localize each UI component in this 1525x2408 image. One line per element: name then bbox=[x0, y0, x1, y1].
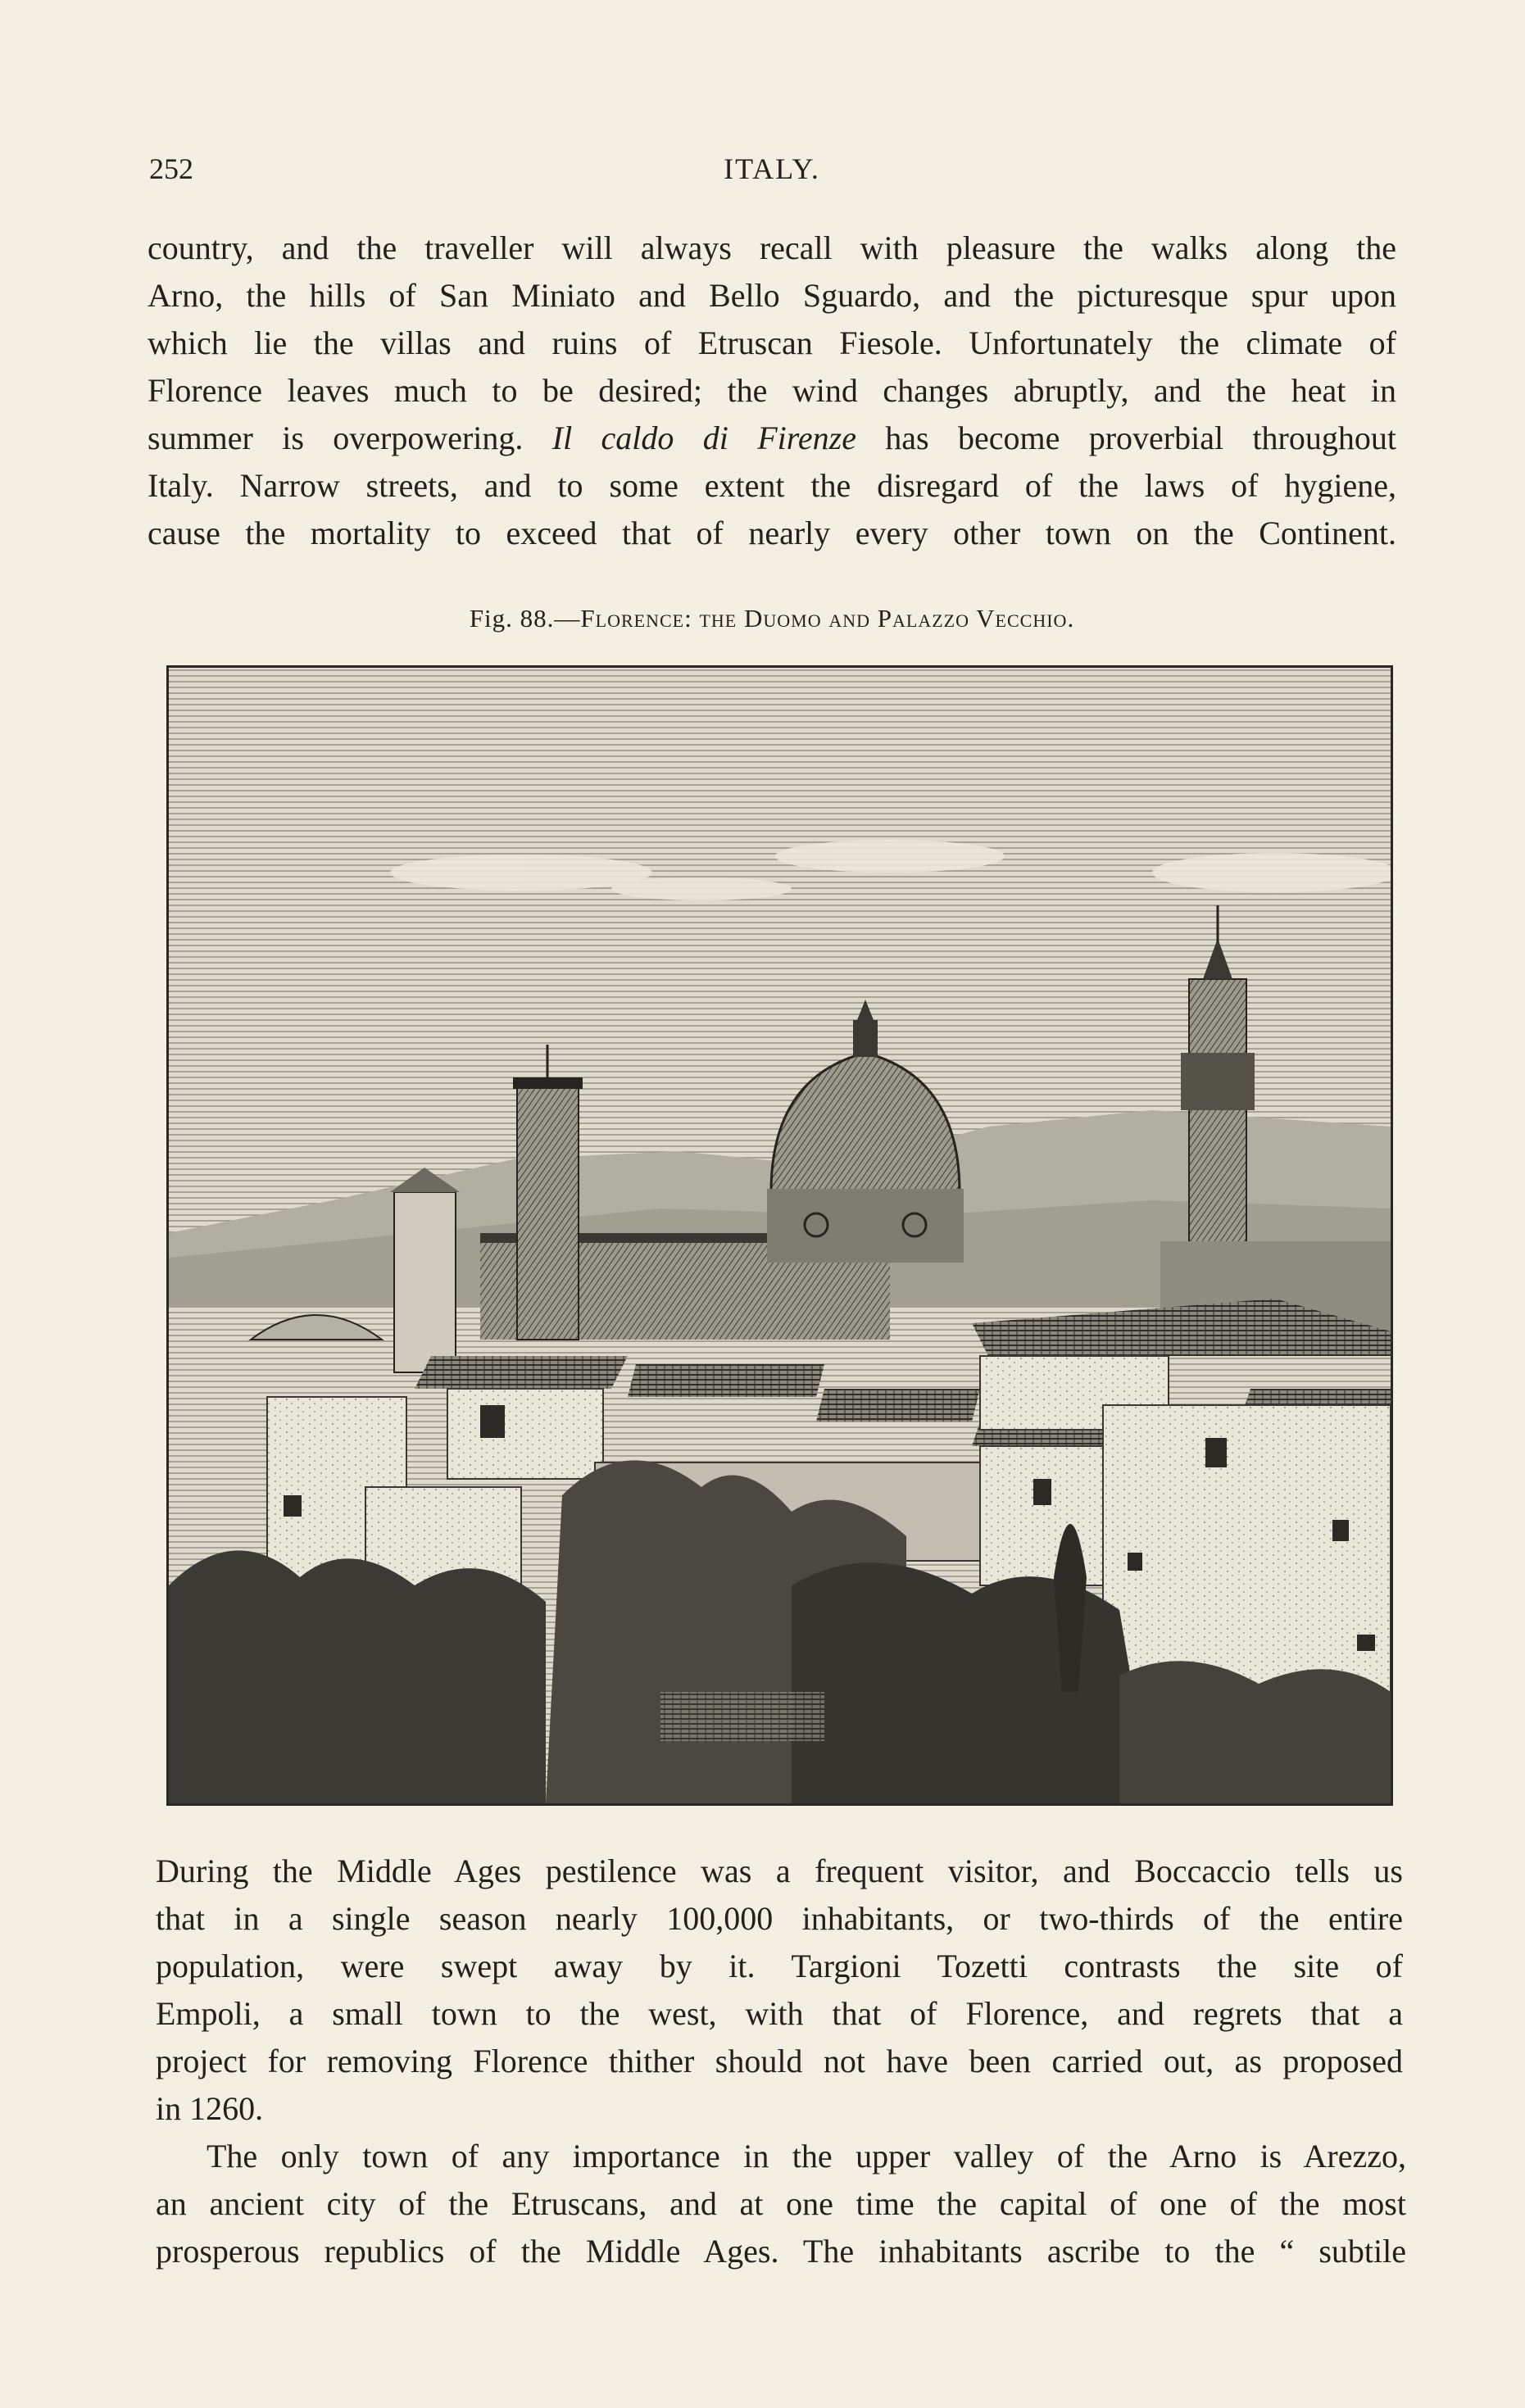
running-head: ITALY. bbox=[724, 152, 820, 185]
text-line: an ancient city of the Etruscans, and at one time the capital of one of the most bbox=[156, 2185, 1406, 2222]
page-number: 252 bbox=[149, 152, 193, 185]
engraving-illustration bbox=[166, 665, 1393, 1806]
figure-caption bbox=[148, 604, 1396, 633]
text-run: summer is overpowering. bbox=[148, 419, 552, 456]
text-line: Arno, the hills of San Miniato and Bello Sguardo, and the picturesque spur upon bbox=[148, 277, 1396, 314]
text-line: in 1260. bbox=[156, 2090, 264, 2127]
text-line: Florence leaves much to be desired; the wind changes abruptly, and the heat in bbox=[148, 372, 1396, 409]
text-line: cause the mortality to exceed that of nearly every other town on the Continent. bbox=[148, 515, 1396, 551]
paragraph-3 bbox=[156, 2133, 1406, 2275]
figure-title: Florence: the Duomo and Palazzo Vecchio. bbox=[580, 604, 1075, 633]
paragraph-2 bbox=[156, 1848, 1403, 2133]
text-line: project for removing Florence thither should not have been carried out, as proposed bbox=[156, 2043, 1403, 2079]
text-line: which lie the villas and ruins of Etruscan Fiesole. Unfortunately the climate of bbox=[148, 324, 1396, 361]
page-header bbox=[149, 152, 1395, 193]
text-line: During the Middle Ages pestilence was a frequent visitor, and Boccaccio tells us bbox=[156, 1852, 1403, 1889]
text-line: Empoli, a small town to the west, with that of Florence, and regrets that a bbox=[156, 1995, 1403, 2032]
text-run: has become proverbial throughout bbox=[856, 419, 1396, 456]
text-line: Italy. Narrow streets, and to some extent the disregard of the laws of hygiene, bbox=[148, 467, 1396, 504]
text-line: prosperous republics of the Middle Ages. The inhabitants ascribe to the “ subtile bbox=[156, 2233, 1406, 2270]
florence-engraving-icon bbox=[169, 668, 1391, 1803]
paragraph-1 bbox=[148, 224, 1396, 557]
text-line: country, and the traveller will always recall with pleasure the walks along the bbox=[148, 229, 1396, 266]
text-line bbox=[148, 415, 1396, 462]
text-line: that in a single season nearly 100,000 inhabitants, or two-thirds of the entire bbox=[156, 1900, 1403, 1937]
text-line: The only town of any importance in the upper valley of the Arno is Arezzo, bbox=[207, 2138, 1406, 2174]
text-line: population, were swept away by it. Targioni Tozetti contrasts the site of bbox=[156, 1948, 1403, 1984]
italic-phrase: Il caldo di Firenze bbox=[551, 419, 856, 456]
figure-number: Fig. 88.— bbox=[469, 604, 581, 633]
